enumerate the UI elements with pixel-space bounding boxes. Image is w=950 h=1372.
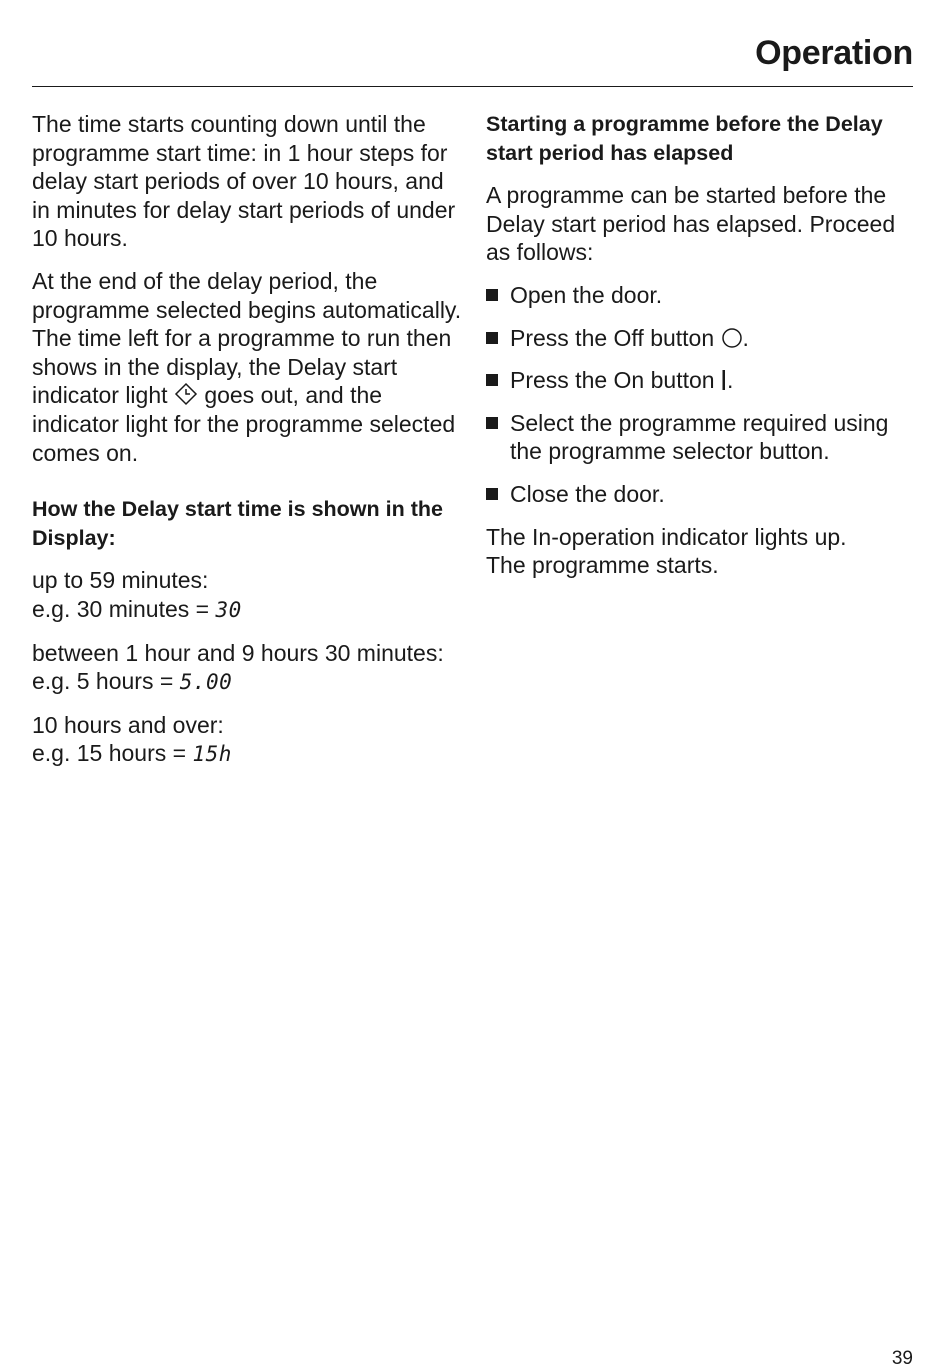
- display-value-hours: 5.00: [179, 670, 233, 695]
- delay-end-text-start: At the end of the delay period, the programme selected begins automatically. The time left for a programme to run then shows in the display, the Delay start indicator light: [32, 267, 462, 409]
- example-over-ten: [32, 711, 464, 769]
- example-minutes-text: e.g. 30 minutes =: [32, 595, 210, 622]
- step-text: Press the Off button: [510, 324, 715, 351]
- step-list: [486, 281, 918, 509]
- step-text-end: .: [742, 324, 749, 351]
- delay-start-indicator-icon: [174, 382, 198, 406]
- example-over-ten-label: 10 hours and over:: [32, 711, 224, 738]
- step-open-door: [486, 281, 918, 310]
- square-bullet-icon: [486, 289, 498, 301]
- page-title: Operation: [755, 34, 913, 72]
- step-text: Close the door.: [510, 480, 665, 507]
- countdown-paragraph: The time starts counting down until the programme start time: in 1 hour steps for delay start periods of over 10 hours, and in minutes for delay start periods of under 10 hours.: [32, 111, 456, 252]
- example-hours-text: e.g. 5 hours =: [32, 668, 174, 695]
- example-minutes: [32, 566, 464, 624]
- step-press-off: [486, 324, 918, 353]
- square-bullet-icon: [486, 488, 498, 500]
- step-close-door: [486, 480, 918, 509]
- square-bullet-icon: [486, 374, 498, 386]
- step-select-programme: [486, 409, 918, 466]
- delay-end-paragraph: [32, 267, 464, 467]
- off-button-icon: [721, 327, 743, 349]
- step-text-end: .: [726, 367, 734, 394]
- example-hours-label: between 1 hour and 9 hours 30 minutes:: [32, 639, 444, 666]
- display-value-minutes: 30: [215, 597, 242, 622]
- square-bullet-icon: [486, 332, 498, 344]
- programme-starts: The programme starts.: [486, 552, 719, 579]
- example-over-ten-text: e.g. 15 hours =: [32, 740, 187, 767]
- step-text: Select the programme required using the programme selector button.: [510, 409, 889, 465]
- step-press-on: [486, 366, 918, 395]
- display-value-over-ten: 15h: [192, 742, 232, 767]
- step-text: Open the door.: [510, 281, 663, 308]
- square-bullet-icon: [486, 417, 498, 429]
- example-minutes-label: up to 59 minutes:: [32, 567, 209, 594]
- early-start-intro: A programme can be started before the Delay start period has elapsed. Proceed as follows:: [486, 182, 896, 266]
- example-hours: [32, 639, 464, 697]
- early-start-outro: [486, 523, 918, 580]
- indicator-lights-up: The In-operation indicator lights up.: [486, 523, 847, 550]
- page-number: 39: [891, 1348, 913, 1369]
- delay-end-text-end: goes out, and the indicator light for the programme selected comes on.: [32, 382, 456, 466]
- step-text: Press the On button: [510, 367, 715, 394]
- page-header: [32, 30, 913, 87]
- early-start-heading: Starting a programme before the Delay start period has elapsed: [486, 112, 883, 165]
- display-format-heading: How the Delay start time is shown in the Display:: [32, 497, 443, 550]
- right-column: [486, 110, 918, 594]
- left-column: [32, 110, 464, 783]
